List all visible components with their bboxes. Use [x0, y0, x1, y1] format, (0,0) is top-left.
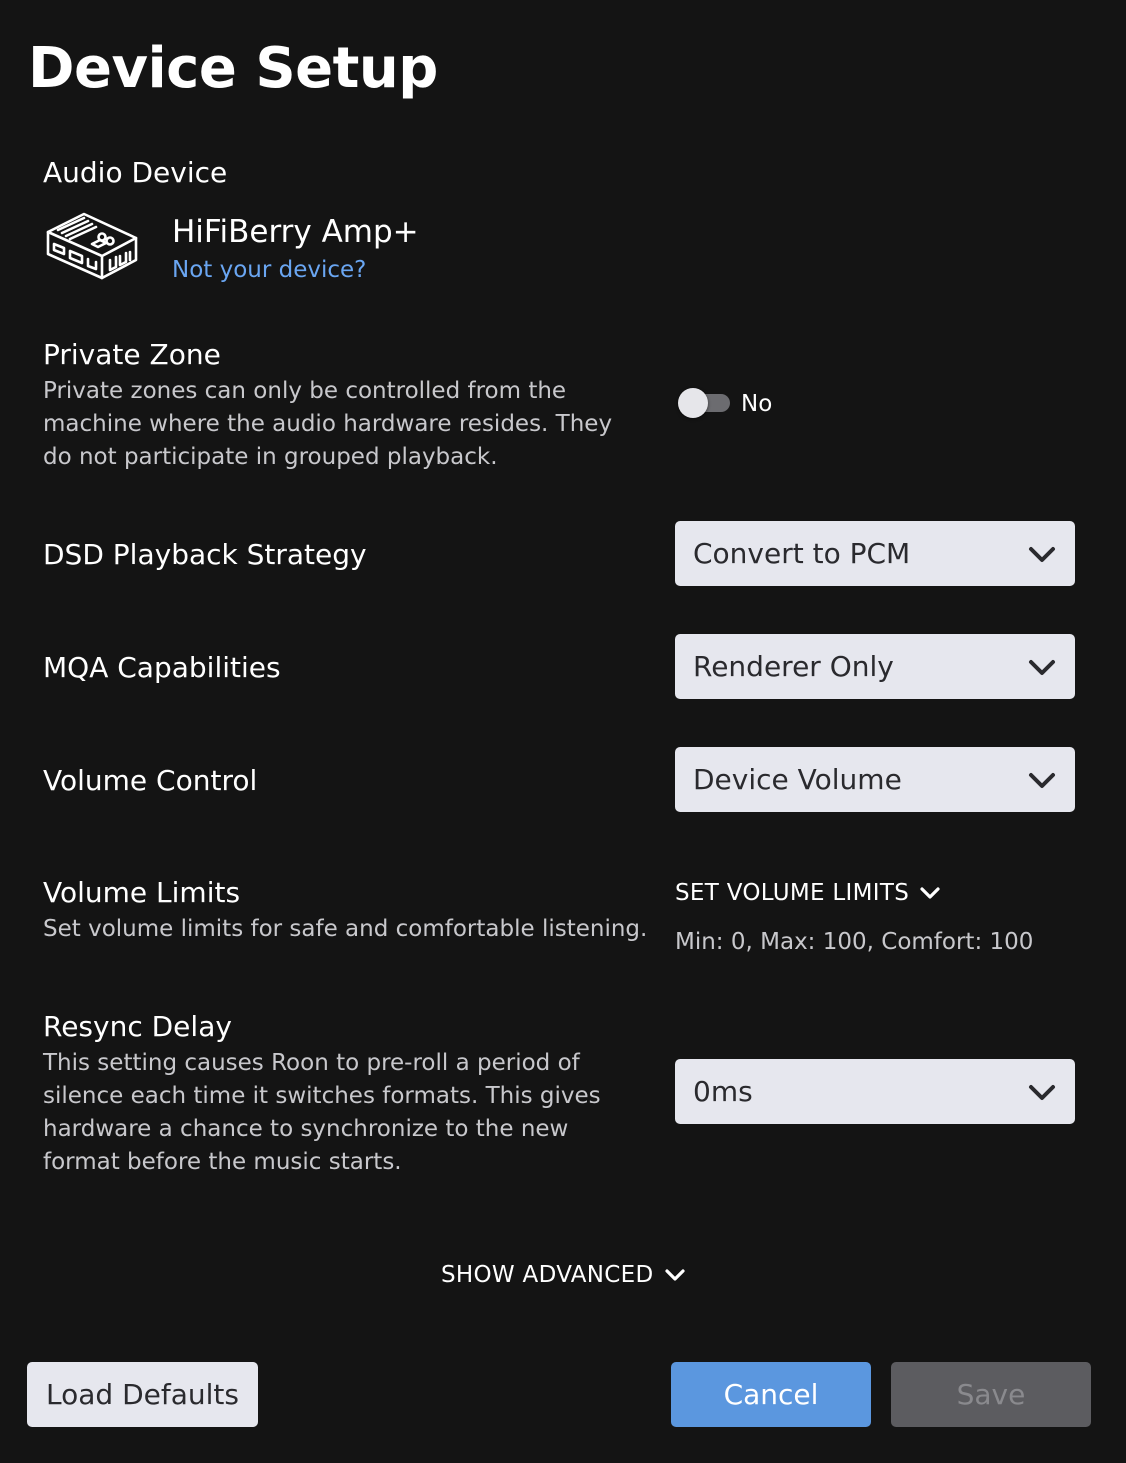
chevron-down-icon [664, 1266, 686, 1284]
audio-device-label: Audio Device [43, 156, 228, 189]
resync-delay-description: This setting causes Roon to pre-roll a period of silence each time it switches formats. This gives hardware a chance to synchronize to the new format before the music starts. [43, 1050, 601, 1175]
dropdown-value: Device Volume [693, 763, 902, 796]
dropdown-value: Renderer Only [693, 650, 894, 683]
chevron-down-icon [1027, 1080, 1057, 1104]
chevron-down-icon [1027, 655, 1057, 679]
show-advanced-button[interactable] [441, 1260, 686, 1290]
device-name: HiFiBerry Amp+ [172, 214, 419, 250]
volume-control-label: Volume Control [43, 764, 258, 797]
not-your-device-link[interactable]: Not your device? [172, 257, 367, 283]
private-zone-label: Private Zone [43, 338, 221, 371]
mqa-capabilities-label: MQA Capabilities [43, 651, 281, 684]
volume-limits-summary: Min: 0, Max: 100, Comfort: 100 [675, 929, 1034, 955]
set-volume-limits-button[interactable] [675, 878, 941, 908]
chevron-down-icon [919, 884, 941, 902]
volume-limits-description: Set volume limits for safe and comfortable listening. [43, 916, 648, 942]
dsd-playback-label: DSD Playback Strategy [43, 538, 367, 571]
device-board-icon [44, 210, 140, 282]
private-zone-value: No [741, 391, 773, 417]
dsd-playback-dropdown[interactable] [675, 521, 1075, 586]
save-button[interactable]: Save [891, 1362, 1091, 1427]
private-zone-description: Private zones can only be controlled from the machine where the audio hardware resides. They do not participate in grouped playback. [43, 378, 613, 470]
set-volume-limits-label: SET VOLUME LIMITS [675, 880, 910, 906]
dropdown-value: 0ms [693, 1075, 753, 1108]
dropdown-value: Convert to PCM [693, 537, 911, 570]
mqa-capabilities-dropdown[interactable] [675, 634, 1075, 699]
page-title: Device Setup [28, 36, 438, 101]
private-zone-toggle[interactable] [678, 388, 730, 416]
chevron-down-icon [1027, 542, 1057, 566]
show-advanced-label: SHOW ADVANCED [441, 1262, 654, 1288]
resync-delay-dropdown[interactable] [675, 1059, 1075, 1124]
resync-delay-label: Resync Delay [43, 1010, 232, 1043]
load-defaults-button[interactable]: Load Defaults [27, 1362, 258, 1427]
cancel-button[interactable]: Cancel [671, 1362, 871, 1427]
toggle-knob [678, 388, 708, 418]
chevron-down-icon [1027, 768, 1057, 792]
volume-control-dropdown[interactable] [675, 747, 1075, 812]
volume-limits-label: Volume Limits [43, 876, 241, 909]
